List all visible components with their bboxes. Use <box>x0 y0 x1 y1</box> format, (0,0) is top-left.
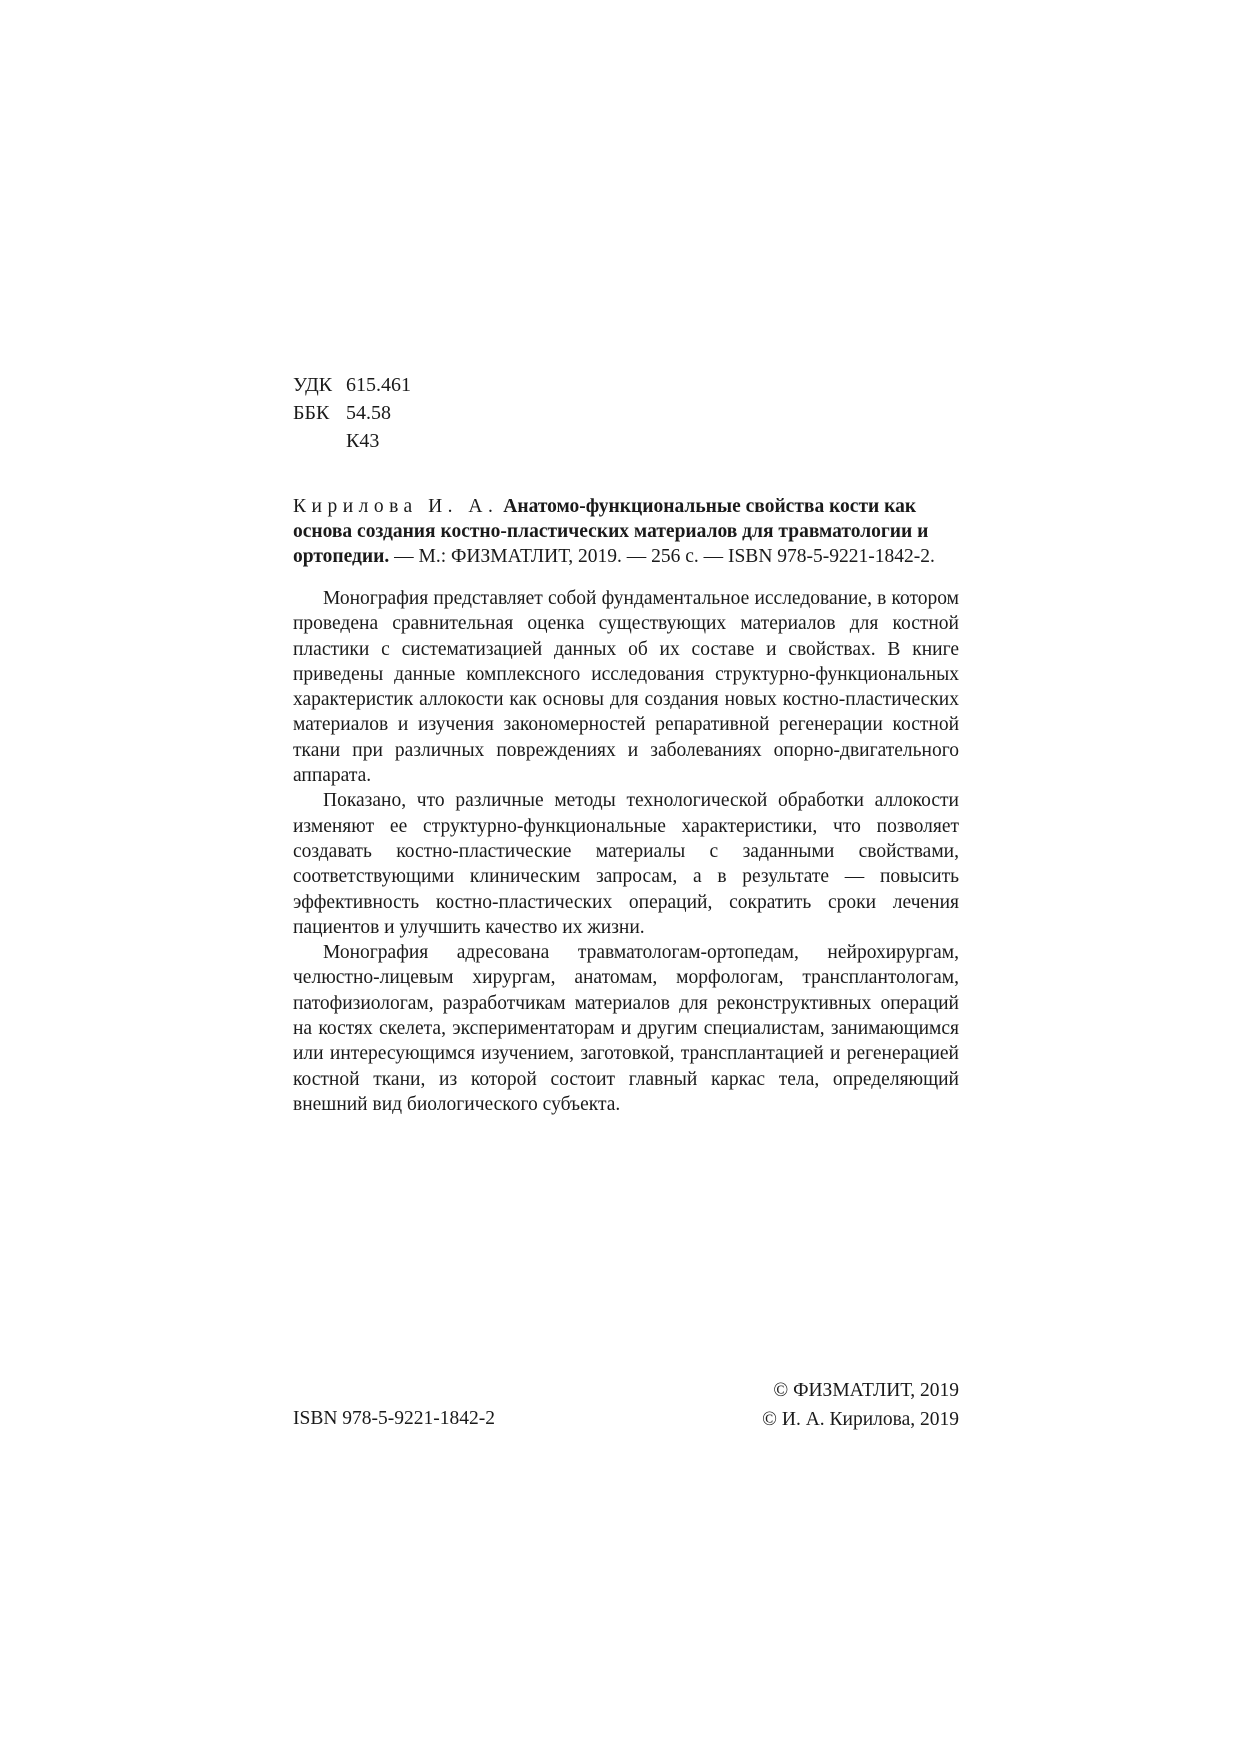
imprint-line: — М.: ФИЗМАТЛИТ, 2019. — 256 с. — ISBN 978-5-9221-1842-2. <box>394 546 935 567</box>
bbk-value: 54.58 <box>346 402 391 424</box>
author-mark-row <box>293 427 411 455</box>
udk-label: УДК <box>293 374 333 396</box>
copyright-block <box>659 1376 959 1434</box>
bbk-row <box>293 399 411 427</box>
author-mark: К43 <box>346 430 380 452</box>
annotation-paragraph: Монография представляет собой фундаментальное исследование, в котором проведена сравнительная оценка существующих материалов для костной пластики с систематизацией данных об их составе и свойствах. В книге приведены данные комплексного исследования структурно-функциональных характеристик аллокости как основы для создания новых костно-пластических материалов и изучения закономерностей репаративной регенерации костной ткани при различных повреждениях и заболеваниях опорно-двигательного аппарата. <box>293 588 959 787</box>
author-name: Кирилова И. А. <box>293 496 499 517</box>
book-title: Анатомо-функциональные свойства кости как основа создания костно-пластических материалов для травматологии и ортопедии. <box>293 496 929 567</box>
bbk-label: ББК <box>293 402 330 424</box>
annotation <box>293 586 959 1117</box>
annotation-paragraph: Показано, что различные методы технологической обработки аллокости изменяют ее структурно-функциональные характеристики, что позволяет создавать костно-пластические материалы с заданными свойствами, соответствующими клиническим запросам, а в результате — повысить эффективность костно-пластических операций, сократить сроки лечения пациентов и улучшить качество их жизни. <box>293 790 959 938</box>
udk-row <box>293 371 411 399</box>
bibliographic-record <box>293 494 959 569</box>
copyright-publisher: © ФИЗМАТЛИТ, 2019 <box>773 1380 959 1401</box>
udk-value: 615.461 <box>346 374 411 396</box>
annotation-paragraph: Монография адресована травматологам-ортопедам, нейрохирургам, челюстно-лицевым хирургам, анатомам, морфологам, трансплантологам, патофизиологам, разработчикам материалов для реконструктивных операций на костях скелета, экспериментаторам и другим специалистам, занимающимся или интересующимся изучением, заготовкой, трансплантацией и регенерацией костной ткани, из которой состоит главный каркас тела, определяющий внешний вид биологического субъекта. <box>293 942 959 1115</box>
classification-block <box>293 371 411 455</box>
copyright-author: © И. А. Кирилова, 2019 <box>762 1409 959 1430</box>
isbn-footer: ISBN 978-5-9221-1842-2 <box>293 1408 496 1429</box>
